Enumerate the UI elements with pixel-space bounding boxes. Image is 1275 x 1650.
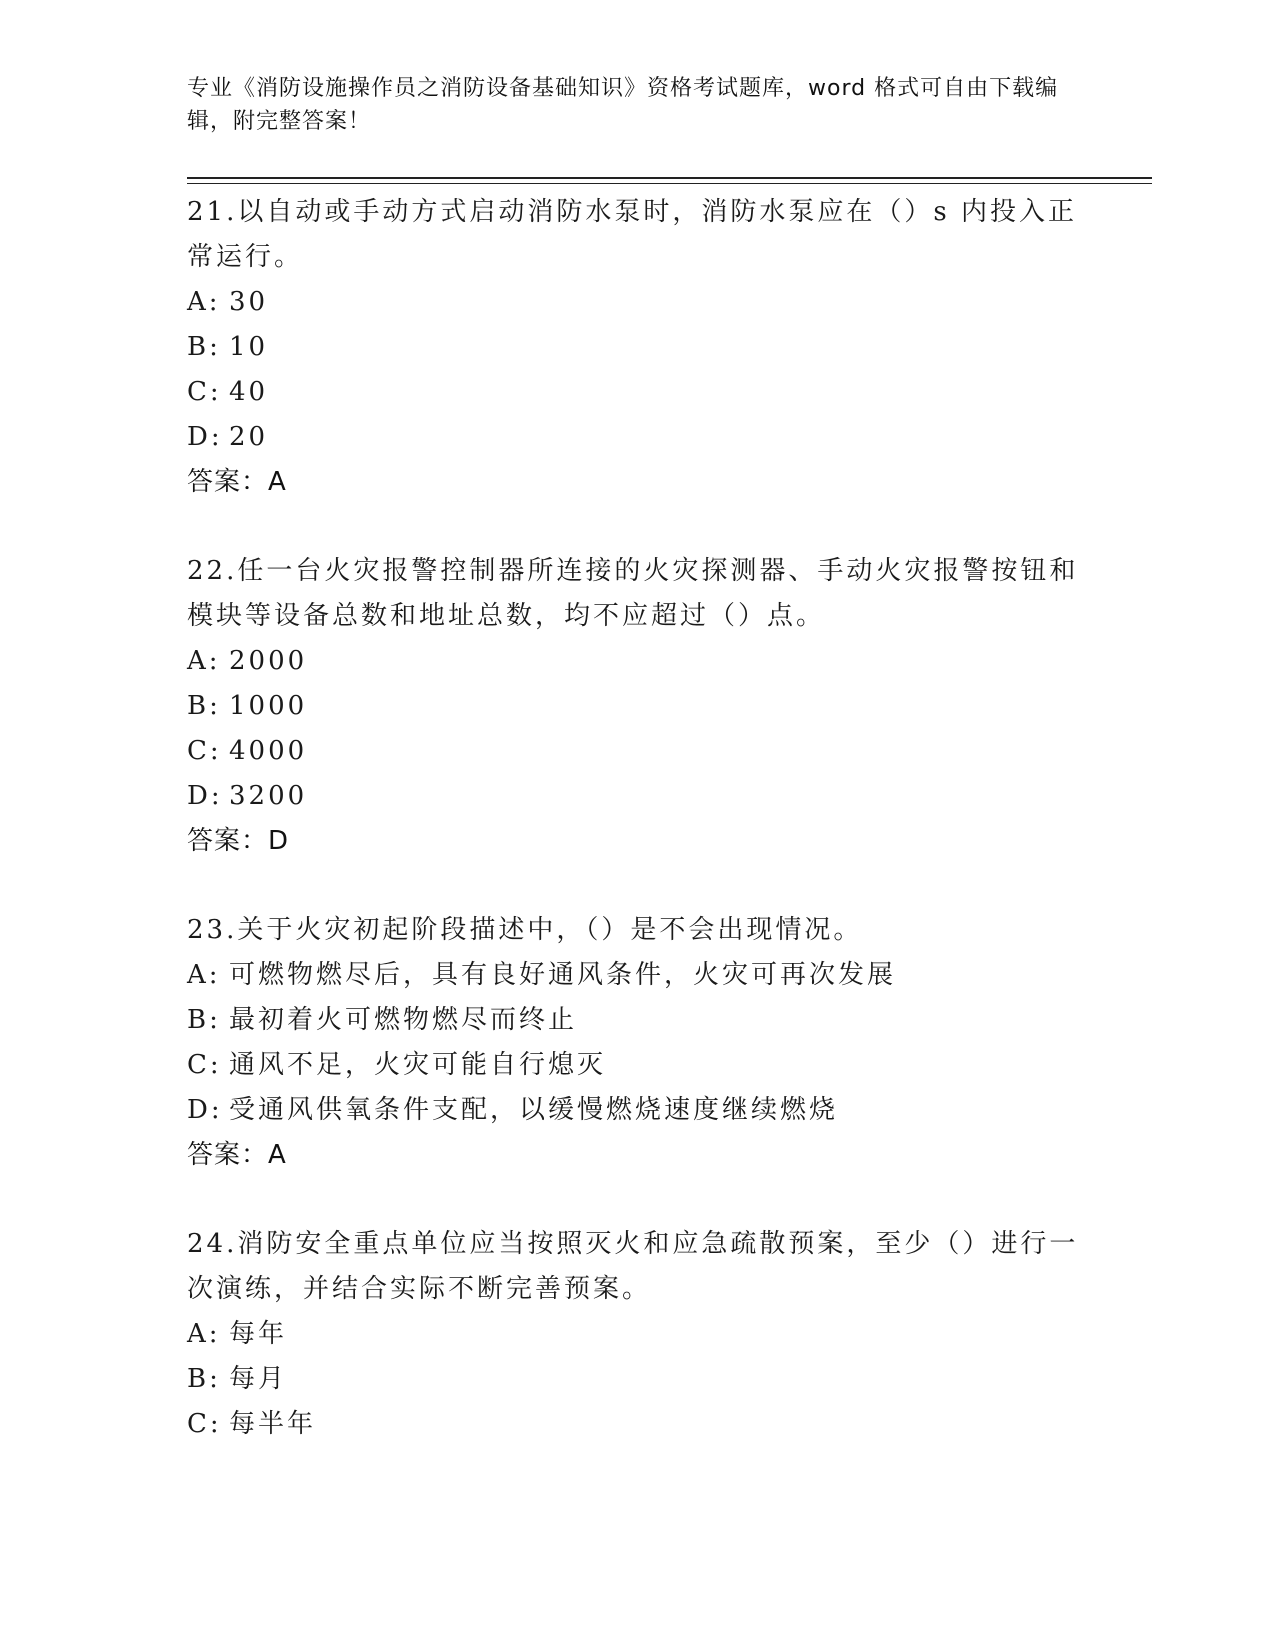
option-key: A:	[187, 646, 221, 676]
option-b	[187, 684, 1087, 729]
option-text: 3200	[229, 781, 308, 811]
question-24	[187, 1222, 1087, 1447]
option-a	[187, 280, 1087, 325]
option-key: B:	[187, 1364, 221, 1394]
option-text: 最初着火可燃物燃尽而终止	[229, 1005, 578, 1035]
option-b	[187, 998, 1087, 1043]
option-text: 2000	[229, 646, 308, 676]
option-a	[187, 1312, 1087, 1357]
option-text: 通风不足，火灾可能自行熄灭	[229, 1050, 607, 1080]
option-d	[187, 774, 1087, 819]
option-text: 1000	[229, 691, 308, 721]
option-key: C:	[187, 736, 222, 766]
question-23	[187, 908, 1087, 1178]
option-key: C:	[187, 1409, 222, 1439]
option-b	[187, 325, 1087, 370]
header-rule-thin	[187, 183, 1152, 184]
question-stem: 21.以自动或手动方式启动消防水泵时，消防水泵应在（）s 内投入正常运行。	[187, 197, 1077, 272]
option-key: A:	[187, 960, 221, 990]
option-text: 30	[229, 287, 269, 317]
option-key: B:	[187, 332, 221, 362]
option-text: 受通风供氧条件支配，以缓慢燃烧速度继续燃烧	[229, 1095, 839, 1125]
option-key: C:	[187, 377, 222, 407]
option-key: A:	[187, 287, 221, 317]
answer-line: 答案：A	[187, 467, 287, 497]
question-21	[187, 190, 1087, 505]
header-rule-thick	[187, 177, 1152, 179]
option-c	[187, 729, 1087, 774]
question-stem: 23.关于火灾初起阶段描述中，（）是不会出现情况。	[187, 915, 863, 945]
option-b	[187, 1357, 1087, 1402]
option-key: D:	[187, 422, 223, 452]
option-c	[187, 1043, 1087, 1088]
option-key: B:	[187, 1005, 221, 1035]
answer-line: 答案：A	[187, 1140, 287, 1170]
option-a	[187, 639, 1087, 684]
question-list	[187, 190, 1087, 1491]
option-text: 每半年	[229, 1409, 317, 1439]
option-key: A:	[187, 1319, 221, 1349]
option-key: B:	[187, 691, 221, 721]
option-text: 40	[229, 377, 269, 407]
option-text: 每年	[229, 1319, 288, 1349]
option-key: D:	[187, 1095, 223, 1125]
question-22	[187, 549, 1087, 864]
question-stem: 22.任一台火灾报警控制器所连接的火灾探测器、手动火灾报警按钮和模块等设备总数和地址总数，均不应超过（）点。	[187, 556, 1079, 631]
option-text: 10	[229, 332, 269, 362]
option-text: 4000	[229, 736, 308, 766]
option-d	[187, 1088, 1087, 1133]
option-text: 可燃物燃尽后，具有良好通风条件，火灾可再次发展	[229, 960, 897, 990]
option-c	[187, 1402, 1087, 1447]
option-d	[187, 415, 1087, 460]
question-stem: 24.消防安全重点单位应当按照灭火和应急疏散预案，至少（）进行一次演练，并结合实际不断完善预案。	[187, 1229, 1079, 1304]
option-a	[187, 953, 1087, 998]
document-header: 专业《消防设施操作员之消防设备基础知识》资格考试题库，word 格式可自由下载编辑，附完整答案！	[187, 76, 1059, 134]
option-key: C:	[187, 1050, 222, 1080]
answer-line: 答案：D	[187, 826, 290, 856]
option-key: D:	[187, 781, 223, 811]
option-text: 20	[229, 422, 269, 452]
option-c	[187, 370, 1087, 415]
option-text: 每月	[229, 1364, 288, 1394]
